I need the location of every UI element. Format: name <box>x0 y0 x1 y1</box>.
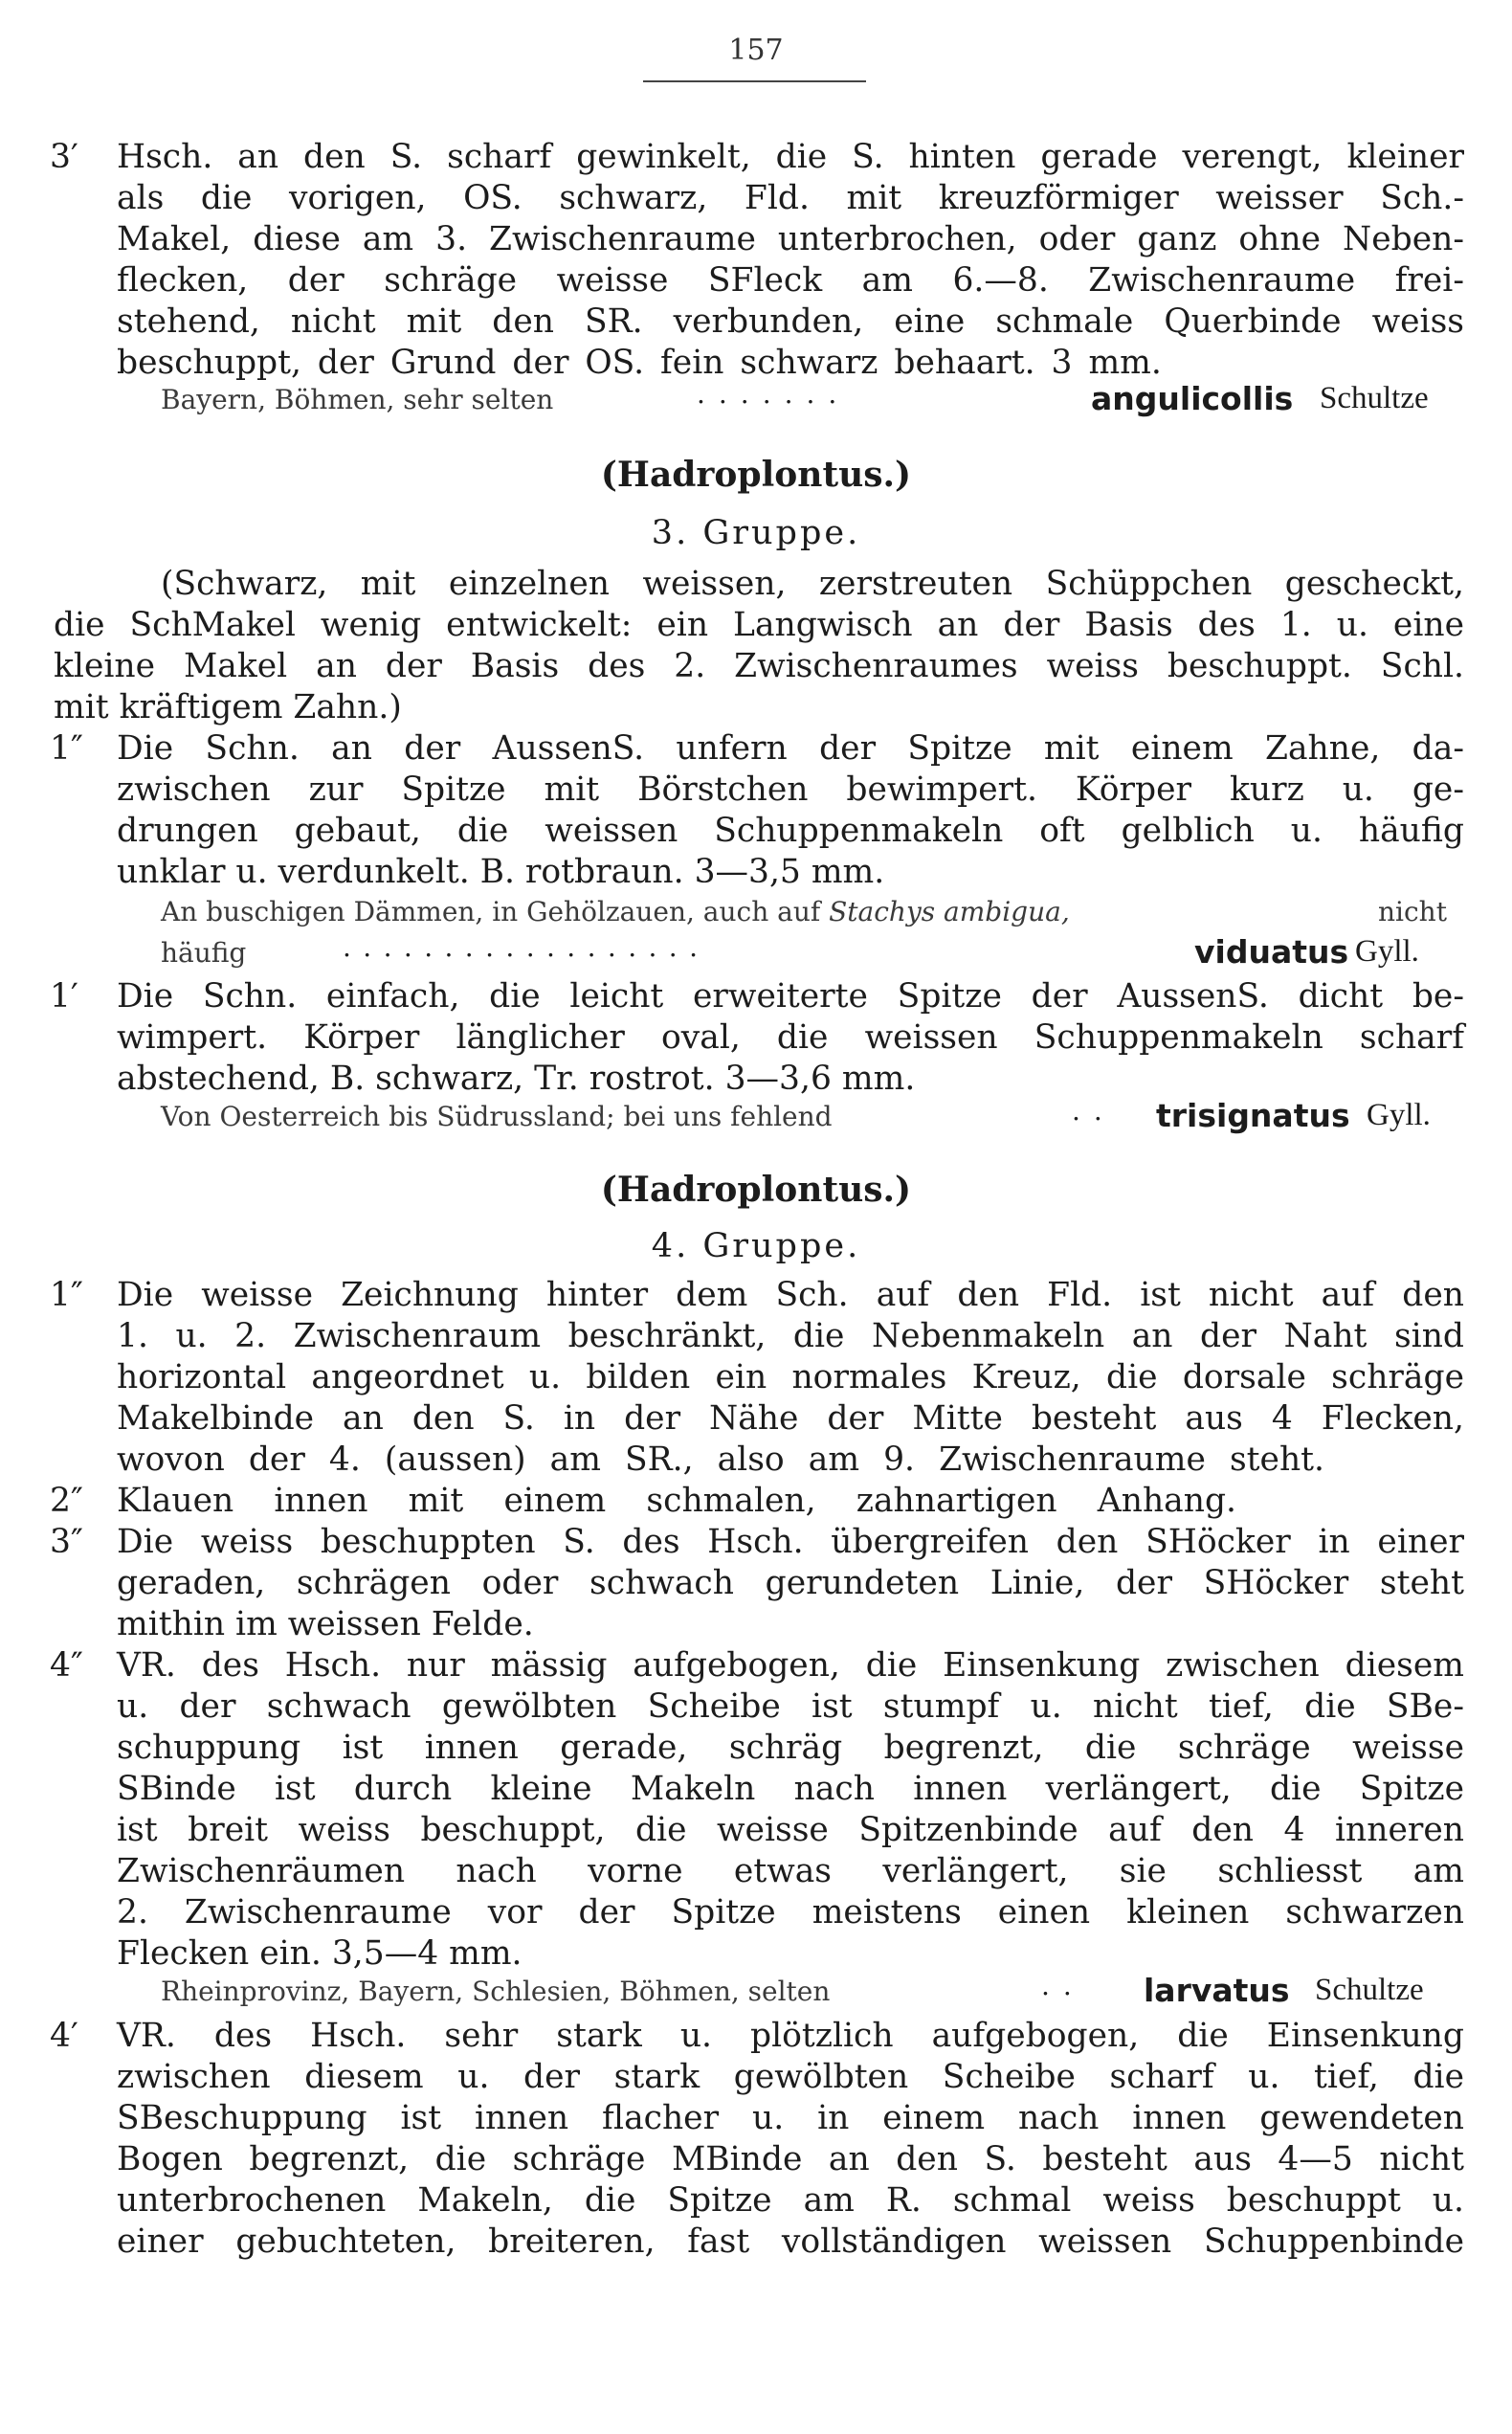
group-heading: 3. Gruppe. <box>651 514 861 552</box>
text-line: Flecken ein. 3,5—4 mm. <box>117 1934 523 1973</box>
text-line: Die weisse Zeichnung hinter dem Sch. auf den Fld. ist nicht auf den <box>117 1276 1464 1314</box>
text-line: Bogen begrenzt, die schräge MBinde an den S. besteht aus 4—5 nicht <box>117 2140 1464 2178</box>
species-author: Schultze <box>1320 381 1429 415</box>
text-line: u. der schwach gewölbten Scheibe ist stumpf u. nicht tief, die SBe- <box>117 1687 1464 1726</box>
text-line: SBinde ist durch kleine Makeln nach innen verlängert, die Spitze <box>117 1770 1464 1808</box>
text-line: mit kräftigem Zahn.) <box>54 688 402 726</box>
group-heading: 4. Gruppe. <box>651 1227 861 1265</box>
text-line: unterbrochenen Makeln, die Spitze am R. schmal weiss beschuppt u. <box>117 2181 1464 2220</box>
leader-dots: .. <box>1041 1970 1085 2001</box>
text-line: SBeschuppung ist innen flacher u. in einem nach innen gewendeten <box>117 2099 1464 2137</box>
locality: Bayern, Böhmen, sehr selten <box>161 384 554 415</box>
text-line: wimpert. Körper länglicher oval, die weissen Schuppenmakeln scharf <box>117 1018 1464 1057</box>
couplet-number: 1′ <box>50 977 78 1016</box>
text-line: Die Schn. an der AussenS. unfern der Spitze mit einem Zahne, da- <box>117 729 1464 768</box>
species-author: Schultze <box>1315 1973 1424 2007</box>
text-line: wovon der 4. (aussen) am SR., also am 9. Zwischenraume steht. <box>117 1440 1324 1479</box>
text-line: mithin im weissen Felde. <box>117 1605 534 1643</box>
species-name: viduatus <box>1194 933 1349 971</box>
text-line: schuppung ist innen gerade, schräg begrenzt, die schräge weisse <box>117 1729 1464 1767</box>
couplet-number: 4″ <box>50 1646 83 1685</box>
text-line: Die Schn. einfach, die leicht erweiterte Spitze der AussenS. dicht be- <box>117 977 1464 1016</box>
text-line: zwischen diesem u. der stark gewölbten Scheibe scharf u. tief, die <box>117 2058 1464 2096</box>
page-number-rule <box>643 80 866 82</box>
text-line: VR. des Hsch. sehr stark u. plötzlich aufgebogen, die Einsenkung <box>117 2017 1464 2055</box>
text-line: einer gebuchteten, breiteren, fast vollständigen weissen Schuppenbinde <box>117 2222 1464 2261</box>
leader-dots: .. <box>1072 1095 1116 1127</box>
text-line: Zwischenräumen nach vorne etwas verlängert, sie schliesst am <box>117 1852 1464 1890</box>
text-line: VR. des Hsch. nur mässig aufgebogen, die Einsenkung zwischen diesem <box>117 1646 1464 1685</box>
text-line: ist breit weiss beschuppt, die weisse Spitzenbinde auf den 4 inneren <box>117 1811 1464 1849</box>
leader-dots: .................. <box>343 931 710 963</box>
leader-dots: ....... <box>697 378 851 410</box>
text-line: die SchMakel wenig entwickelt: ein Langwisch an der Basis des 1. u. eine <box>54 606 1464 644</box>
plant-name: Stachys ambigua, <box>829 896 1070 927</box>
couplet-number: 3′ <box>50 138 78 176</box>
text-line: horizontal angeordnet u. bilden ein normales Kreuz, die dorsale schräge <box>117 1358 1464 1396</box>
text-line: unklar u. verdunkelt. B. rotbraun. 3—3,5 mm. <box>117 853 885 891</box>
couplet-number: 3″ <box>50 1523 83 1561</box>
text-line: Klauen innen mit einem schmalen, zahnartigen Anhang. <box>117 1482 1236 1520</box>
text-line: Makel, diese am 3. Zwischenraume unterbrochen, oder ganz ohne Neben- <box>117 220 1464 258</box>
species-name: larvatus <box>1144 1972 1290 2009</box>
couplet-number: 4′ <box>50 2017 78 2055</box>
species-author: Gyll. <box>1355 934 1419 969</box>
text-line: geraden, schrägen oder schwach gerundeten Linie, der SHöcker steht <box>117 1564 1464 1602</box>
text-line: (Schwarz, mit einzelnen weissen, zerstreuten Schüppchen gescheckt, <box>161 565 1464 603</box>
page-number: 157 <box>728 33 784 67</box>
section-heading: (Hadroplontus.) <box>600 1170 912 1210</box>
text-line: Die weiss beschuppten S. des Hsch. übergreifen den SHöcker in einer <box>117 1523 1464 1561</box>
section-heading: (Hadroplontus.) <box>600 455 912 495</box>
locality: Rheinprovinz, Bayern, Schlesien, Böhmen, selten <box>161 1976 831 2007</box>
text-line: beschuppt, der Grund der OS. fein schwarz behaart. 3 mm. <box>117 344 1162 382</box>
locality-continued: häufig <box>161 937 247 969</box>
text-line: kleine Makel an der Basis des 2. Zwischenraumes weiss beschuppt. Schl. <box>54 647 1464 685</box>
text-line: zwischen zur Spitze mit Börstchen bewimpert. Körper kurz u. ge- <box>117 770 1464 809</box>
couplet-number: 1″ <box>50 729 83 768</box>
text-line: Makelbinde an den S. in der Nähe der Mitte besteht aus 4 Flecken, <box>117 1399 1464 1438</box>
text-line: als die vorigen, OS. schwarz, Fld. mit kreuzförmiger weisser Sch.- <box>117 179 1464 217</box>
species-author: Gyll. <box>1367 1098 1431 1132</box>
locality-continued: nicht <box>1378 896 1447 927</box>
text-line: abstechend, B. schwarz, Tr. rostrot. 3—3,6 mm. <box>117 1060 916 1098</box>
text-line: 2. Zwischenraume vor der Spitze meistens einen kleinen schwarzen <box>117 1893 1464 1932</box>
text-line: drungen gebaut, die weissen Schuppenmakeln oft gelblich u. häufig <box>117 812 1464 850</box>
text-line: 1. u. 2. Zwischenraum beschränkt, die Nebenmakeln an der Naht sind <box>117 1317 1464 1355</box>
text-line: flecken, der schräge weisse SFleck am 6.—8. Zwischenraume frei- <box>117 261 1464 300</box>
couplet-number: 1″ <box>50 1276 83 1314</box>
text-line: stehend, nicht mit den SR. verbunden, eine schmale Querbinde weiss <box>117 302 1464 341</box>
couplet-number: 2″ <box>50 1482 83 1520</box>
text-line: Hsch. an den S. scharf gewinkelt, die S. hinten gerade verengt, kleiner <box>117 138 1464 176</box>
species-name: angulicollis <box>1091 380 1294 417</box>
species-name: trisignatus <box>1156 1097 1350 1134</box>
locality <box>161 896 1070 927</box>
locality-text: An buschigen Dämmen, in Gehölzauen, auch auf <box>161 896 821 927</box>
locality: Von Oesterreich bis Südrussland; bei uns fehlend <box>161 1101 833 1132</box>
